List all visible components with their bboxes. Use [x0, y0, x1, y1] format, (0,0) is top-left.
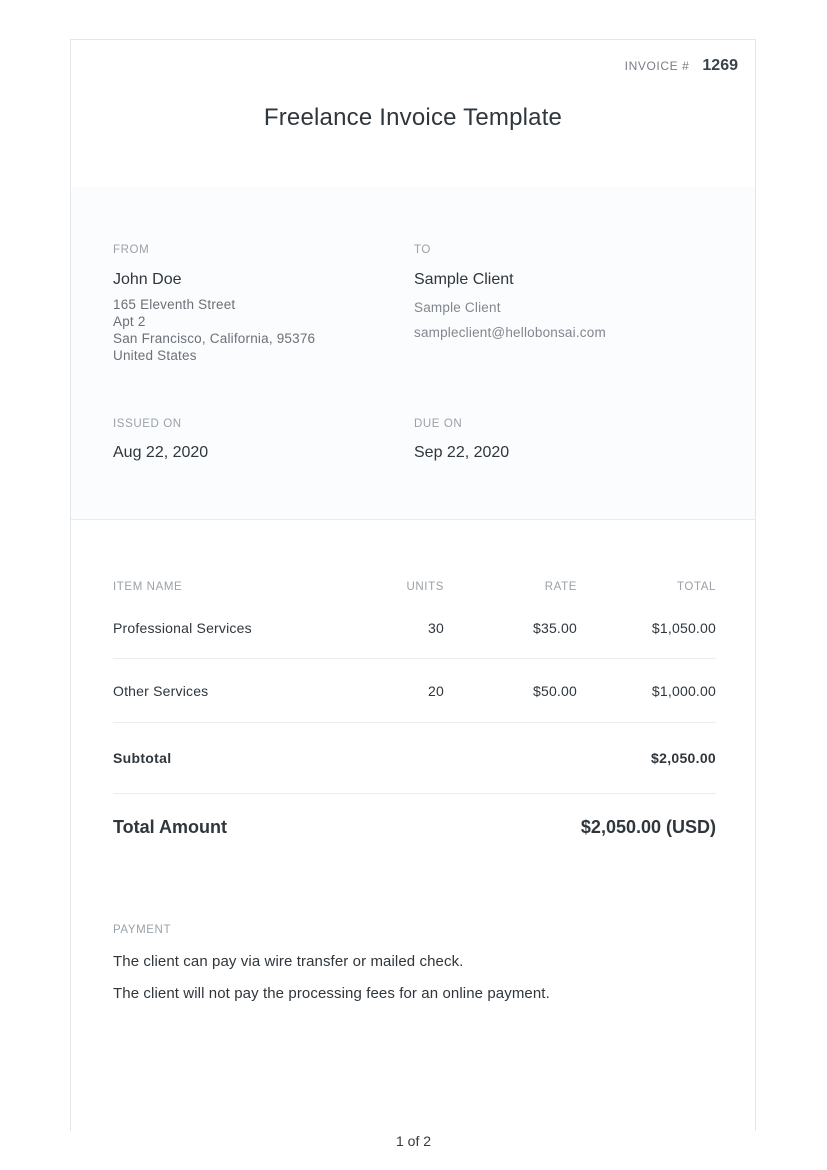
invoice-number-label: INVOICE # [624, 59, 690, 73]
payment-line: The client will not pay the processing fees for an online payment. [113, 985, 550, 1002]
item-units: 30 [428, 620, 444, 636]
from-address-line: Apt 2 [113, 314, 146, 329]
item-name: Other Services [113, 682, 209, 699]
items-table [113, 576, 716, 860]
item-total: $1,000.00 [651, 682, 716, 699]
table-header [113, 576, 716, 598]
invoice-number-value: 1269 [702, 57, 738, 74]
item-rate: $50.00 [532, 682, 577, 699]
payment-section [113, 924, 716, 1002]
page-number: 1 of 2 [395, 1133, 432, 1149]
subtotal-label: Subtotal [113, 750, 172, 766]
item-name: Professional Services [113, 620, 252, 636]
to-details [414, 295, 694, 345]
table-row [113, 659, 716, 723]
header-total: TOTAL [677, 581, 716, 593]
table-row [113, 598, 716, 659]
to-detail-line: Sample Client [414, 300, 501, 315]
item-units: 20 [428, 682, 444, 699]
invoice-header [71, 40, 755, 188]
to-label: TO [414, 244, 431, 256]
subtotal-value: $2,050.00 [651, 750, 716, 766]
due-date: Sep 22, 2020 [414, 444, 510, 461]
total-amount-value: $2,050.00 (USD) [580, 816, 716, 837]
header-units: UNITS [406, 581, 444, 593]
invoice-number [625, 57, 738, 75]
to-block [414, 244, 694, 345]
subtotal-row [113, 723, 716, 794]
from-address-line: 165 Eleventh Street [113, 297, 236, 312]
from-address-line: San Francisco, California, 95376 [113, 331, 316, 346]
issued-block [113, 418, 393, 462]
from-block [113, 244, 393, 364]
from-name: John Doe [113, 271, 182, 288]
total-amount-label: Total Amount [113, 816, 227, 837]
invoice-card [70, 39, 756, 1131]
payment-line: The client can pay via wire transfer or mailed check. [113, 953, 464, 970]
item-rate: $35.00 [532, 620, 577, 636]
due-label: DUE ON [414, 418, 463, 430]
issued-date: Aug 22, 2020 [113, 444, 209, 461]
from-address-line: United States [113, 348, 197, 363]
parties-section [71, 187, 755, 520]
item-total: $1,050.00 [651, 620, 716, 636]
issued-label: ISSUED ON [113, 418, 182, 430]
due-block [414, 418, 694, 462]
to-name: Sample Client [414, 271, 514, 288]
header-rate: RATE [544, 581, 577, 593]
invoice-title: Freelance Invoice Template [263, 104, 563, 131]
from-label: FROM [113, 244, 150, 256]
to-email: sampleclient@hellobonsai.com [414, 325, 606, 340]
payment-label: PAYMENT [113, 924, 172, 936]
header-item-name: ITEM NAME [113, 581, 183, 593]
total-amount-row [113, 794, 716, 860]
from-address [113, 296, 393, 364]
